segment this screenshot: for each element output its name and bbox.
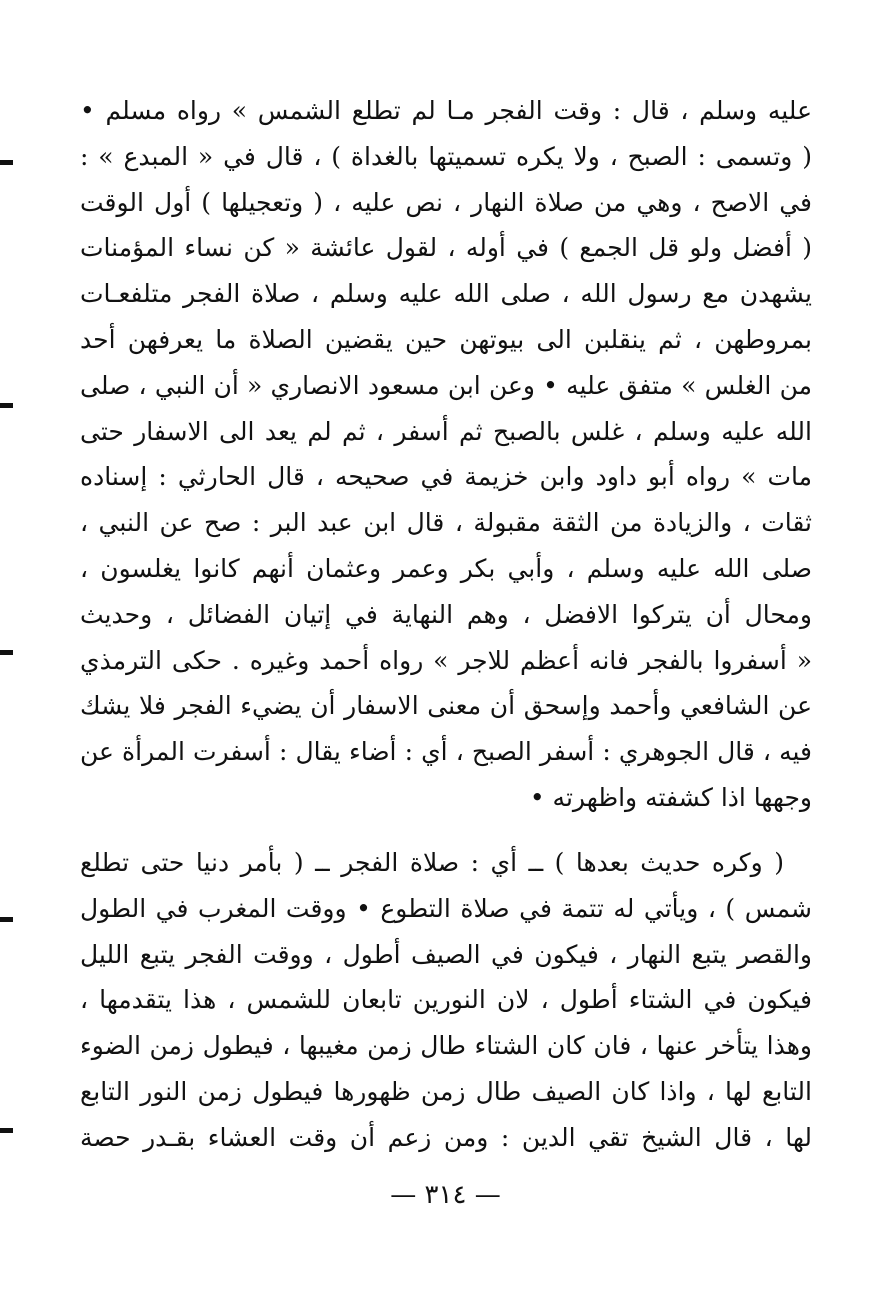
- text-line: ثقات ، والزيادة من الثقة مقبولة ، قال ابن عبد البر : صح عن النبي ،: [80, 508, 812, 538]
- text-line: فيه ، قال الجوهري : أسفر الصبح ، أي : أضاء يقال : أسفرت المرأة عن: [80, 737, 812, 767]
- text-line: الله عليه وسلم ، غلس بالصبح ثم أسفر ، ثم لم يعد الى الاسفار حتى: [80, 416, 812, 446]
- text-line: من الغلس » متفق عليه • وعن ابن مسعود الانصاري « أن النبي ، صلى: [80, 370, 812, 400]
- text-line: صلى الله عليه وسلم ، وأبي بكر وعمر وعثمان أنهم كانوا يغلسون ،: [80, 553, 812, 583]
- text-line: ومحال أن يتركوا الافضل ، وهم النهاية في إتيان الفضائل ، وحديث: [80, 599, 812, 629]
- margin-mark: [0, 1128, 13, 1133]
- text-line: بمروطهن ، ثم ينقلبن الى بيوتهن حين يقضين الصلاة ما يعرفهن أحد: [80, 324, 812, 354]
- text-line: عن الشافعي وأحمد وإسحق أن معنى الاسفار أن يضيء الفجر فلا يشك: [80, 691, 812, 721]
- text-line: التابع لها ، واذا كان الصيف طال زمن ظهورها فيطول زمن النور التابع: [80, 1076, 812, 1106]
- text-line: فيكون في الشتاء أطول ، لان النورين تابعان للشمس ، هذا يتقدمها ،: [80, 985, 812, 1015]
- margin-mark: [0, 160, 13, 165]
- text-line: شمس ) ، ويأتي له تتمة في صلاة التطوع • ووقت المغرب في الطول: [80, 893, 812, 923]
- text-line: لها ، قال الشيخ تقي الدين : ومن زعم أن وقت العشاء بقـدر حصة: [80, 1122, 812, 1152]
- text-line: عليه وسلم ، قال : وقت الفجر مـا لم تطلع الشمس » رواه مسلم •: [80, 96, 812, 125]
- margin-mark: [0, 650, 13, 655]
- text-line: في الاصح ، وهي من صلاة النهار ، نص عليه ، ( وتعجيلها ) أول الوقت: [80, 187, 812, 217]
- text-line: والقصر يتبع النهار ، فيكون في الصيف أطول ، ووقت الفجر يتبع الليل: [80, 939, 812, 969]
- margin-mark: [0, 403, 13, 408]
- text-line: « أسفروا بالفجر فانه أعظم للاجر » رواه أحمد وغيره . حكى الترمذي: [80, 645, 812, 675]
- text-line: وجهها اذا كشفته واظهرته •: [529, 782, 812, 812]
- text-line: يشهدن مع رسول الله ، صلى الله عليه وسلم ، صلاة الفجر متلفعـات: [80, 279, 812, 309]
- text-line: ( أفضل ولو قل الجمع ) في أوله ، لقول عائشة « كن نساء المؤمنات: [80, 233, 812, 263]
- text-line: مات » رواه أبو داود وابن خزيمة في صحيحه ، قال الحارثي : إسناده: [80, 462, 812, 492]
- paragraph-1: [80, 88, 812, 821]
- paragraph-2: [80, 840, 812, 1161]
- page-number: — ٣١٤ —: [390, 1180, 501, 1210]
- margin-mark: [0, 917, 13, 922]
- text-line: ( وتسمى : الصبح ، ولا يكره تسميتها بالغداة ) ، قال في « المبدع » :: [80, 141, 812, 171]
- text-line: وهذا يتأخر عنها ، فان كان الشتاء طال زمن مغيبها ، فيطول زمن الضوء: [80, 1031, 812, 1061]
- text-line: ( وكره حديث بعدها ) ــ أي : صلاة الفجر ــ ( بأمر دنيا حتى تطلع: [80, 848, 784, 877]
